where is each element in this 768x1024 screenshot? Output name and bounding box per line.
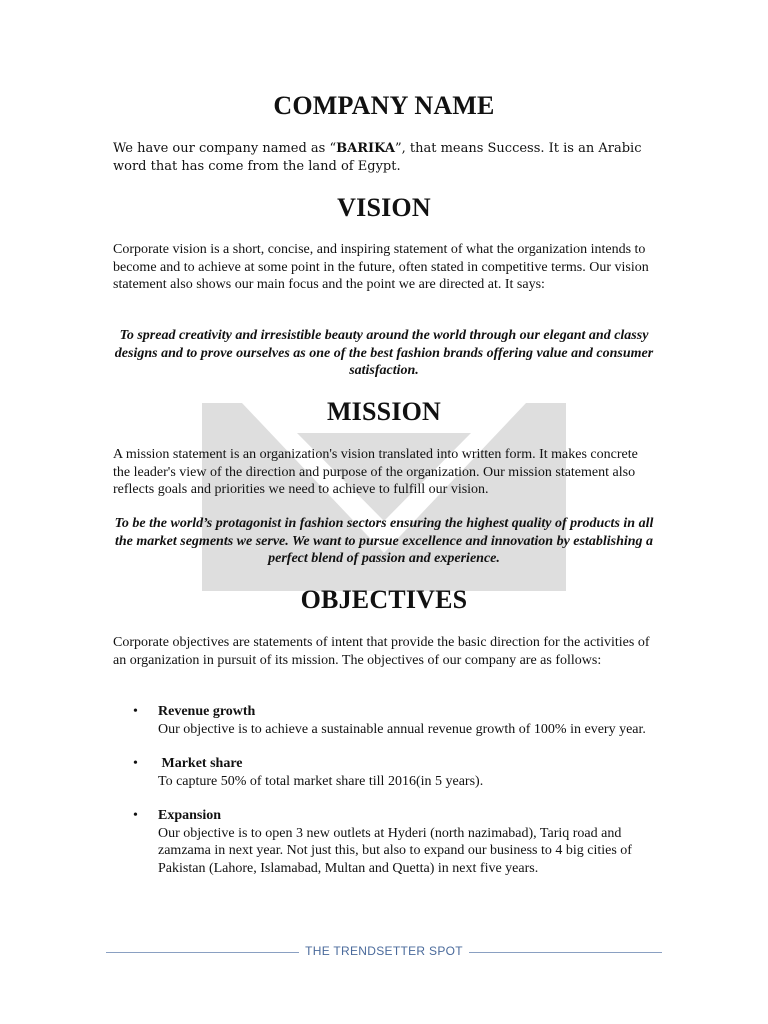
objective-title: Market share [158, 756, 243, 771]
company-paragraph [113, 140, 655, 175]
footer-title-text: THE TRENDSETTER SPOT [299, 944, 469, 958]
company-heading: COMPANY NAME [273, 91, 495, 120]
vision-body: Corporate vision is a short, concise, and inspiring statement of what the organization intends to become and to achieve at some point in the future, often stated in competitive terms. Our vision statement also shows our main focus and the point we are directed at. It says: [113, 242, 649, 292]
mission-heading: MISSION [326, 397, 442, 426]
objective-item-expansion [113, 807, 655, 877]
objective-item-revenue-growth [113, 703, 655, 738]
objective-text: Our objective is to open 3 new outlets at Hyderi (north nazimabad), Tariq road and zamzama in next year. Not just this, but also to expand our business to 4 big cities of Pakistan (Lahore, Islamabad, Multan and Quetta) in next five years. [158, 825, 632, 876]
footer-title [106, 944, 662, 958]
mission-body: A mission statement is an organization's vision translated into written form. It makes concrete the leader's view of the direction and purpose of the organization. Our mission statement also reflects goals and priorities we need to achieve to fulfill our vision. [113, 447, 638, 497]
page-footer [106, 943, 662, 961]
objectives-list [113, 703, 655, 877]
objectives-heading: OBJECTIVES [300, 585, 468, 614]
company-text-after: ”, that means Success. It is an Arabic word that has come from the land of Egypt. [113, 141, 642, 174]
objective-text: To capture 50% of total market share till 2016(in 5 years). [158, 773, 484, 789]
objective-title: Revenue growth [158, 704, 256, 719]
mission-statement: To be the world’s protagonist in fashion sectors ensuring the highest quality of products in all the market segments we serve. We want to pursue excellence and innovation by establishing a perfect blend of passion and experience. [114, 516, 654, 566]
vision-heading: VISION [337, 193, 431, 222]
company-name: BARIKA [336, 141, 395, 156]
bullet-icon: • [133, 704, 138, 719]
objectives-intro: Corporate objectives are statements of intent that provide the basic direction for the activities of an organization in pursuit of its mission. The objectives of our company are as follows: [113, 635, 650, 668]
bullet-icon: • [133, 808, 138, 823]
objective-title: Expansion [158, 808, 222, 823]
objective-text: Our objective is to achieve a sustainable annual revenue growth of 100% in every year. [158, 721, 646, 737]
bullet-icon: • [133, 756, 138, 771]
objective-item-market-share [113, 755, 655, 790]
company-text-before: We have our company named as “ [113, 141, 337, 156]
vision-statement: To spread creativity and irresistible beauty around the world through our elegant and classy designs and to prove ourselves as one of the best fashion brands offering value and consumer satisfaction. [114, 328, 654, 378]
